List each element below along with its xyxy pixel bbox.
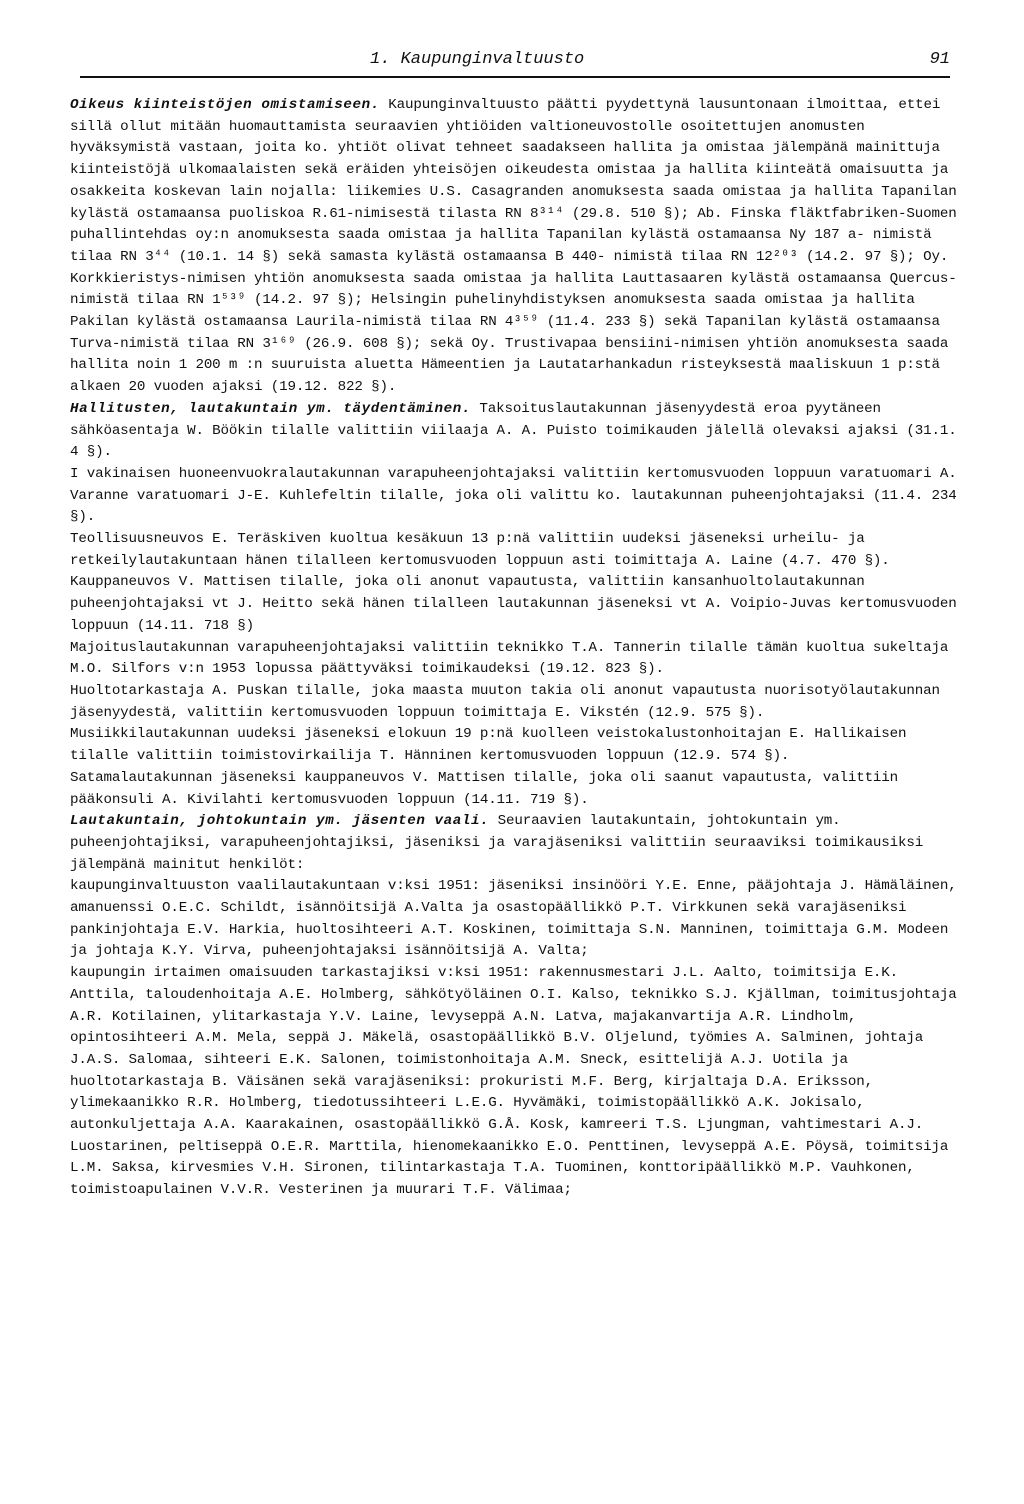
paragraph-text: Teollisuusneuvos E. Teräskiven kuoltua kesäkuun 13 p:nä valittiin uudeksi jäseneksi urheilu- ja retkeilylautakuntaan hänen tilalleen kertomusvuoden loppuun asti toimittaja A. Laine (4.7. 470 §).: [70, 531, 890, 569]
paragraph-text: kaupungin irtaimen omaisuuden tarkastajiksi v:ksi 1951: rakennusmestari J.L. Aalto, toimitsija E.K. Anttila, taloudenhoitaja A.E. Holmberg, sähkötyöläinen O.I. Kalso, teknikko S.J. Kjällman, toimitusjohtaja A.R. Kotilainen, ylitarkastaja Y.V. Laine, levyseppä A.N. Latva, majakanvartija A.R. Lindholm, opintosihteeri A.M. Mela, seppä J. Mäkelä, osastopäällikkö B.V. Oljelund, työmies A. Salminen, johtaja J.A.S. Salomaa, sihteeri E.K. Salonen, toimistonhoitaja A.M. Sneck, esittelijä A.J. Uotila ja huoltotarkastaja B. Väisänen sekä varajäseniksi: prokuristi M.F. Berg, kirjaltaja D.A. Eriksson, ylimekaanikko R.R. Holmberg, tiedotussihteeri L.E.G. Hyvämäki, toimistopäällikkö A.K. Jokisalo, autonkuljettaja A.A. Kaarakainen, osastopäällikkö G.Å. Kosk, kamreeri T.S. Ljungman, vahtimestari A.J. Luostarinen, peltiseppä O.E.R. Marttila, hienomekaanikko E.O. Penttinen, levyseppä A.E. Pöysä, toimitsija L.M. Saksa, kirvesmies V.H. Sironen, tilintarkastaja T.A. Tuominen, konttoripäällikkö M.P. Vauhkonen, toimistoapulainen V.V.R. Vesterinen ja muurari T.F. Välimaa;: [70, 965, 965, 1199]
paragraph-musiikki: [70, 724, 960, 767]
paragraph-text: kaupunginvaltuuston vaalilautakuntaan v:ksi 1951: jäseniksi insinööri Y.E. Enne, pääjohtaja J. Hämäläinen, amanuenssi O.E.C. Schildt, isännöitsijä A.Valta ja osastopäällikkö P.T. Virkkunen sekä varajäseniksi pankinjohtaja E.V. Harkia, huoltosihteeri A.T. Koskinen, toimittaja S.N. Manninen, toimittaja G.M. Modeen ja johtaja K.Y. Virva, puheenjohtajaksi isännöitsijä A. Valta;: [70, 878, 965, 960]
paragraph-vaali: [70, 811, 960, 876]
page-number: 91: [929, 50, 950, 69]
paragraph-text: I vakinaisen huoneenvuokralautakunnan varapuheenjohtajaksi valittiin kertomusvuoden loppuun varatuomari A. Varanne varatuomari J-E. Kuhlefeltin tilalle, joka oli valittu ko. lautakunnan puheenjohtajaksi (11.4. 234 §).: [70, 465, 965, 526]
paragraph-satama: [70, 768, 960, 811]
paragraph-text: Taksoituslautakunnan jäsenyydestä eroa pyytäneen sähköasentaja W. Böökin tilalle valittiin viilaaja A. A. Puisto toimikauden jälellä olevaksi ajaksi (31.1. 4 §).: [70, 400, 965, 461]
paragraph-heading: Oikeus kiinteistöjen omistamiseen.: [70, 97, 380, 113]
paragraph-taydentaminen: [70, 399, 965, 464]
paragraph-text: Satamalautakunnan jäseneksi kauppaneuvos V. Mattisen tilalle, joka oli saanut vapautusta, valittiin pääkonsuli A. Kivilahti kertomusvuoden loppuun (14.11. 719 §).: [70, 769, 907, 808]
paragraph-vaalilautakunta: [70, 876, 965, 963]
paragraph-text: Kauppaneuvos V. Mattisen tilalle, joka oli anonut vapautusta, valittiin kansanhuoltolautakunnan puheenjohtajaksi vt J. Heitto sekä hänen tilalleen lautakunnan jäseneksi vt A. Voipio-Juvas kertomusvuoden loppuun (14.11. 718 §): [70, 574, 965, 634]
paragraph-nuorisotyo: [70, 681, 960, 724]
paragraph-text: Majoituslautakunnan varapuheenjohtajaksi valittiin teknikko T.A. Tannerin tilalle tämän kuoltua sukeltaja M.O. Silfors v:n 1953 lopussa päättyväksi toimikaudeksi (19.12. 823 §).: [70, 639, 957, 678]
paragraph-urheilu: [70, 529, 960, 572]
paragraph-text: Musiikkilautakunnan uudeksi jäseneksi elokuun 19 p:nä kuolleen veistokalustonhoitajan E. Hallikaisen tilalle valittiin toimistovirkailija T. Hänninen kertomusvuoden loppuun (12.9. 574 §).: [70, 726, 915, 765]
document-body: [70, 95, 965, 1202]
paragraph-majoitus: [70, 638, 960, 681]
paragraph-irtaimen-tarkastajat: [70, 963, 965, 1202]
paragraph-heading: Lautakuntain, johtokuntain ym. jäsenten vaali.: [70, 813, 490, 830]
running-header: [80, 50, 950, 74]
paragraph-kiinteistot: [70, 95, 965, 399]
paragraph-kansanhuolto: [70, 572, 965, 637]
header-rule: [80, 76, 950, 78]
header-title: 1. Kaupunginvaltuusto: [370, 50, 585, 69]
paragraph-heading: Hallitusten, lautakuntain ym. täydentäminen.: [70, 400, 472, 417]
paragraph-text: Seuraavien lautakuntain, johtokuntain ym. puheenjohtajiksi, varapuheenjohtajiksi, jäseniksi ja varajäseniksi valittiin seuraaviksi toimikausiksi jälempänä mainitut henkilöt:: [70, 813, 932, 873]
paragraph-text: Kaupunginvaltuusto päätti pyydettynä lausuntonaan ilmoittaa, ettei sillä ollut mitään huomauttamista seuraavien yhtiöiden valtioneuvostolle osoitettujen anomusten hyväksymistä vastaan, joita ko. yhtiöt olivat tehneet saadakseen hallita ja omistaa jälempänä mainittuja kiinteistöjä ulkomaalaisten sekä eräiden yhteisöjen oikeudesta omistaa ja hallita kiinteätä omaisuutta ja osakkeita koskevan lain nojalla: liikemies U.S. Casagranden anomuksesta saada omistaa ja hallita Tapanilan kylästä ostamaansa puoliskoa R.61-nimisestä tilasta RN 8³¹⁴ (29.8. 510 §); Ab. Finska fläktfabriken-Suomen puhallintehdas oy:n anomuksesta saada omistaa ja hallita Tapanilan kylästä ostamaansa Ny 187 a- nimistä tilaa RN 3⁴⁴ (10.1. 14 §) sekä samasta kylästä ostamaansa B 440- nimistä tilaa RN 12²⁰³ (14.2. 97 §); Oy. Korkkieristys-nimisen yhtiön anomuksesta saada omistaa ja hallita Lauttasaaren kylästä ostamaansa Quercus-nimistä tilaa RN 1⁵³⁹ (14.2. 97 §); Helsingin puhelinyhdistyksen anomuksesta saada omistaa ja hallita Pakilan kylästä ostamaansa Laurila-nimistä tilaa RN 4³⁵⁹ (11.4. 233 §) sekä Tapanilan kylästä ostamaansa Turva-nimistä tilaa RN 3¹⁶⁹ (26.9. 608 §); sekä Oy. Trustivapaa bensiini-nimisen yhtiön anomuksesta saada hallita noin 1 200 m :n suuruista aluetta Hämeentien ja Lautatarhankadun risteyksestä maaliskuun 1 p:stä alkaen 20 vuoden ajaksi (19.12. 822 §).: [70, 97, 965, 396]
paragraph-huoneenvuokra: [70, 464, 965, 529]
paragraph-text: Huoltotarkastaja A. Puskan tilalle, joka maasta muuton takia oli anonut vapautusta nuorisotyölautakunnan jäsenyydestä, valittiin kertomusvuoden loppuun toimittaja E. Vikstén (12.9. 575 §).: [70, 682, 949, 721]
